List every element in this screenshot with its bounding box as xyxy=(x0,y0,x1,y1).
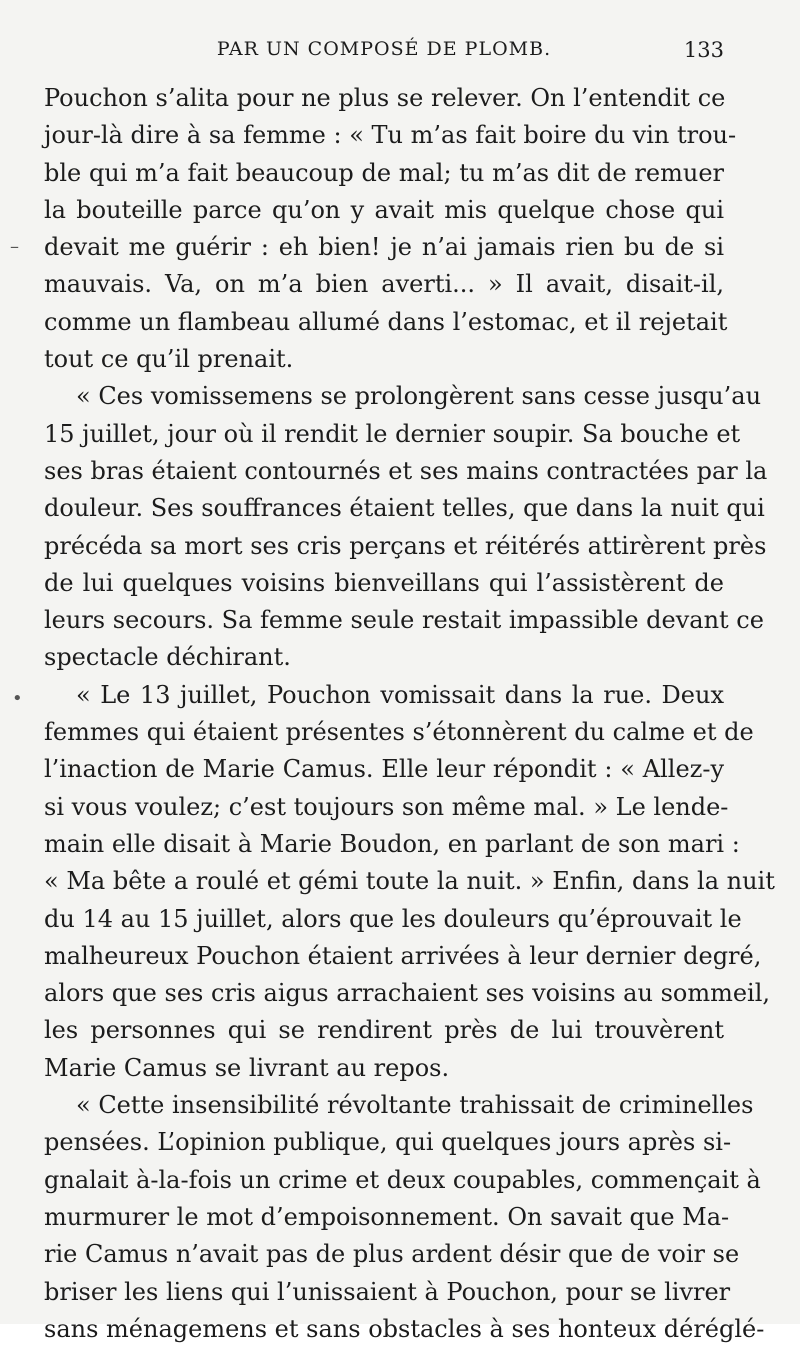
text-line: si vous voulez; c’est toujours son même mal. » Le lende- xyxy=(44,792,729,821)
text-line: malheureux Pouchon étaient arrivées à leur dernier degré, xyxy=(44,941,762,970)
text-line: murmurer le mot d’empoisonnement. On savait que Ma- xyxy=(44,1202,730,1231)
text-line: de lui quelques voisins bienveillans qui l’assistèrent de xyxy=(44,568,724,597)
text-line: gnalait à-la-fois un crime et deux coupables, commençait à xyxy=(44,1165,761,1194)
text-line: rie Camus n’avait pas de plus ardent désir que de voir se xyxy=(44,1240,740,1269)
text-line: la bouteille parce qu’on y avait mis quelque chose qui xyxy=(44,195,724,224)
body-text xyxy=(44,80,775,1348)
text-line: sans ménagemens et sans obstacles à ses honteux déréglé- xyxy=(44,1314,765,1343)
text-line: devait me guérir : eh bien! je n’ai jamais rien bu de si xyxy=(44,233,724,262)
page-number: 133 xyxy=(683,38,724,62)
text-line: pensées. L’opinion publique, qui quelques jours après si- xyxy=(44,1128,732,1157)
text-line: « Ces vomissemens se prolongèrent sans cesse jusqu’au xyxy=(76,382,762,411)
text-line: jour-là dire à sa femme : « Tu m’as fait boire du vin trou- xyxy=(44,121,737,150)
margin-dash-mark: – xyxy=(10,236,19,257)
text-line: spectacle déchirant. xyxy=(44,643,291,672)
running-head xyxy=(44,38,724,70)
text-line: ble qui m’a fait beaucoup de mal; tu m’as dit de remuer xyxy=(44,158,724,187)
running-title: PAR UN COMPOSÉ DE PLOMB. xyxy=(216,38,552,60)
text-line: mauvais. Va, on m’a bien averti... » Il avait, disait-il, xyxy=(44,270,724,299)
text-line: main elle disait à Marie Boudon, en parlant de son mari : xyxy=(44,829,740,858)
text-line: briser les liens qui l’unissaient à Pouchon, pour se livrer xyxy=(44,1277,731,1306)
text-line: « Ma bête a roulé et gémi toute la nuit. » Enfin, dans la nuit xyxy=(44,867,775,896)
text-line: comme un flambeau allumé dans l’estomac, et il rejetait xyxy=(44,307,728,336)
text-line: Marie Camus se livrant au repos. xyxy=(44,1053,450,1082)
margin-dot-mark: • xyxy=(12,688,23,709)
text-line: du 14 au 15 juillet, alors que les douleurs qu’éprouvait le xyxy=(44,904,742,933)
text-line: alors que ses cris aigus arrachaient ses voisins au sommeil, xyxy=(44,979,771,1008)
text-line: Pouchon s’alita pour ne plus se relever. On l’entendit ce xyxy=(44,84,726,112)
text-line: précéda sa mort ses cris perçans et réitérés attirèrent près xyxy=(44,531,767,560)
text-line: leurs secours. Sa femme seule restait impassible devant ce xyxy=(44,606,764,635)
text-line: douleur. Ses souffrances étaient telles, que dans la nuit qui xyxy=(44,494,765,523)
text-line: tout ce qu’il prenait. xyxy=(44,345,294,374)
text-line: « Cette insensibilité révoltante trahissait de criminelles xyxy=(76,1091,754,1120)
text-line: femmes qui étaient présentes s’étonnèrent du calme et de xyxy=(44,718,754,747)
text-line: les personnes qui se rendirent près de lui trouvèrent xyxy=(44,1016,724,1045)
text-line: 15 juillet, jour où il rendit le dernier soupir. Sa bouche et xyxy=(44,419,741,448)
text-line: ses bras étaient contournés et ses mains contractées par la xyxy=(44,456,768,485)
text-line: « Le 13 juillet, Pouchon vomissait dans la rue. Deux xyxy=(76,680,724,709)
text-line: l’inaction de Marie Camus. Elle leur répondit : « Allez-y xyxy=(44,755,724,784)
